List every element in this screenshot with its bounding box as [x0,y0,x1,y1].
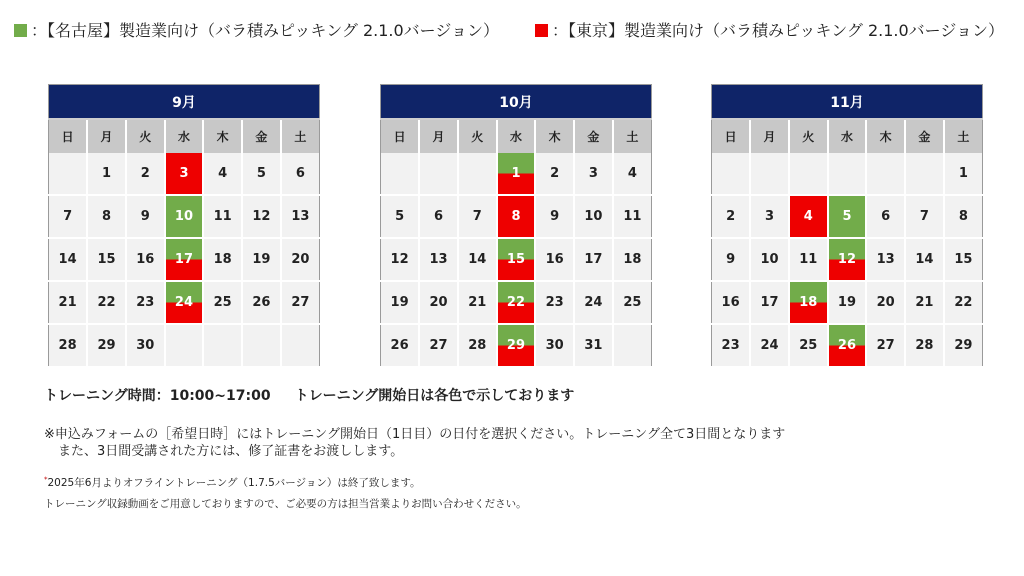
day-cell: 1 [87,153,126,195]
legend-tokyo-label: ：【東京】製造業向け（バラ積みピッキング 2.1.0バージョン） [552,21,1005,40]
training-time: トレーニング時間：10:00~17:00 [44,388,271,404]
day-cell: 24 [750,324,789,367]
day-cell: 11 [203,195,242,238]
training-day-both: 15 [497,238,536,281]
weekday-header: 水 [497,119,536,153]
calendar-september [48,84,320,368]
day-cell: 9 [712,238,751,281]
month-title: 11月 [712,85,983,120]
video-note: トレーニング収録動画をご用意しておりますので、ご必要の方は担当営業よりお問い合わせください。 [44,498,527,510]
training-day-both: 29 [497,324,536,367]
weekday-header: 火 [126,119,165,153]
weekday-header: 火 [458,119,497,153]
day-cell: 4 [613,153,652,195]
day-cell: 31 [574,324,613,367]
day-cell: 28 [49,324,88,367]
certificate-note: また、3日間受講された方には、修了証書をお渡しします。 [58,444,404,459]
day-cell: 7 [458,195,497,238]
weekday-header: 水 [165,119,204,153]
day-cell: 28 [905,324,944,367]
day-cell: 9 [126,195,165,238]
weekday-header: 月 [419,119,458,153]
day-cell: 9 [535,195,574,238]
offline-note [44,475,421,490]
day-cell: 23 [535,281,574,324]
training-day-both: 1 [497,153,536,195]
day-cell: 15 [944,238,983,281]
day-cell: 30 [535,324,574,367]
weekday-header: 日 [712,119,751,153]
day-cell: 29 [87,324,126,367]
day-cell: 19 [828,281,867,324]
weekday-header: 木 [535,119,574,153]
week-row [712,281,983,324]
day-cell: 27 [866,324,905,367]
nagoya-color-swatch [14,24,27,37]
training-day-both: 24 [165,281,204,324]
day-cell: 14 [458,238,497,281]
week-row [712,153,983,195]
training-day-nagoya: 10 [165,195,204,238]
form-note: ※申込みフォームの［希望日時］にはトレーニング開始日（1日目）の日付を選択ください。トレーニング全て3日間となります [44,427,786,442]
week-row [49,281,320,324]
weekday-header: 金 [905,119,944,153]
empty-cell [905,153,944,195]
weekday-header: 火 [789,119,828,153]
day-cell: 11 [789,238,828,281]
day-cell: 5 [381,195,420,238]
empty-cell [789,153,828,195]
day-cell: 20 [419,281,458,324]
day-cell: 6 [866,195,905,238]
day-cell: 10 [750,238,789,281]
day-cell: 19 [242,238,281,281]
empty-cell [281,324,320,367]
training-day-nagoya: 5 [828,195,867,238]
week-row [49,153,320,195]
weekday-header: 木 [203,119,242,153]
day-cell: 13 [419,238,458,281]
day-cell: 21 [458,281,497,324]
day-cell: 10 [574,195,613,238]
day-cell: 6 [281,153,320,195]
weekday-header: 水 [828,119,867,153]
day-cell: 14 [905,238,944,281]
empty-cell [866,153,905,195]
training-day-tokyo: 8 [497,195,536,238]
week-row [381,324,652,367]
day-cell: 4 [203,153,242,195]
day-cell: 20 [866,281,905,324]
start-day-note: トレーニング開始日は各色で示しております [294,388,575,404]
day-cell: 16 [712,281,751,324]
day-cell: 22 [87,281,126,324]
week-row [381,238,652,281]
empty-cell [49,153,88,195]
legend-tokyo [535,18,1004,41]
week-row [381,281,652,324]
day-cell: 25 [203,281,242,324]
weekday-header: 日 [381,119,420,153]
day-cell: 7 [905,195,944,238]
day-cell: 1 [944,153,983,195]
day-cell: 7 [49,195,88,238]
training-info [44,385,574,405]
empty-cell [828,153,867,195]
weekday-header: 金 [574,119,613,153]
day-cell: 28 [458,324,497,367]
weekday-header: 金 [242,119,281,153]
day-cell: 2 [535,153,574,195]
empty-cell [419,153,458,195]
month-title: 9月 [49,85,320,120]
month-title: 10月 [381,85,652,120]
empty-cell [712,153,751,195]
empty-cell [613,324,652,367]
day-cell: 12 [242,195,281,238]
weekday-header: 土 [281,119,320,153]
week-row [49,324,320,367]
week-row [712,195,983,238]
day-cell: 27 [281,281,320,324]
training-day-both: 12 [828,238,867,281]
calendar-october [380,84,652,368]
day-cell: 6 [419,195,458,238]
weekday-header: 木 [866,119,905,153]
training-day-both: 22 [497,281,536,324]
day-cell: 16 [126,238,165,281]
day-cell: 2 [712,195,751,238]
empty-cell [242,324,281,367]
week-row [49,195,320,238]
day-cell: 26 [381,324,420,367]
empty-cell [458,153,497,195]
weekday-header: 月 [87,119,126,153]
day-cell: 29 [944,324,983,367]
day-cell: 23 [126,281,165,324]
day-cell: 24 [574,281,613,324]
day-cell: 18 [203,238,242,281]
training-day-both: 17 [165,238,204,281]
training-day-both: 18 [789,281,828,324]
day-cell: 26 [242,281,281,324]
training-day-both: 26 [828,324,867,367]
empty-cell [203,324,242,367]
day-cell: 17 [574,238,613,281]
day-cell: 16 [535,238,574,281]
day-cell: 22 [944,281,983,324]
empty-cell [165,324,204,367]
day-cell: 21 [49,281,88,324]
weekday-header: 土 [613,119,652,153]
day-cell: 27 [419,324,458,367]
day-cell: 8 [944,195,983,238]
day-cell: 14 [49,238,88,281]
day-cell: 20 [281,238,320,281]
week-row [381,153,652,195]
calendar-november [711,84,983,368]
day-cell: 3 [574,153,613,195]
weekday-header: 日 [49,119,88,153]
week-row [381,195,652,238]
day-cell: 3 [750,195,789,238]
day-cell: 8 [87,195,126,238]
weekday-header: 月 [750,119,789,153]
training-day-tokyo: 4 [789,195,828,238]
day-cell: 25 [789,324,828,367]
day-cell: 19 [381,281,420,324]
day-cell: 18 [613,238,652,281]
legend-nagoya [14,18,499,41]
day-cell: 23 [712,324,751,367]
week-row [49,238,320,281]
day-cell: 12 [381,238,420,281]
tokyo-color-swatch [535,24,548,37]
day-cell: 13 [866,238,905,281]
weekday-header: 土 [944,119,983,153]
empty-cell [381,153,420,195]
day-cell: 25 [613,281,652,324]
day-cell: 5 [242,153,281,195]
week-row [712,238,983,281]
week-row [712,324,983,367]
day-cell: 30 [126,324,165,367]
day-cell: 13 [281,195,320,238]
day-cell: 17 [750,281,789,324]
day-cell: 21 [905,281,944,324]
day-cell: 15 [87,238,126,281]
legend-nagoya-label: ：【名古屋】製造業向け（バラ積みピッキング 2.1.0バージョン） [31,21,500,40]
training-day-tokyo: 3 [165,153,204,195]
day-cell: 11 [613,195,652,238]
asterisk-mark: * [44,475,48,484]
offline-note-text: 2025年6月よりオフライントレーニング（1.7.5バージョン）は終了致します。 [47,477,421,489]
empty-cell [750,153,789,195]
day-cell: 2 [126,153,165,195]
